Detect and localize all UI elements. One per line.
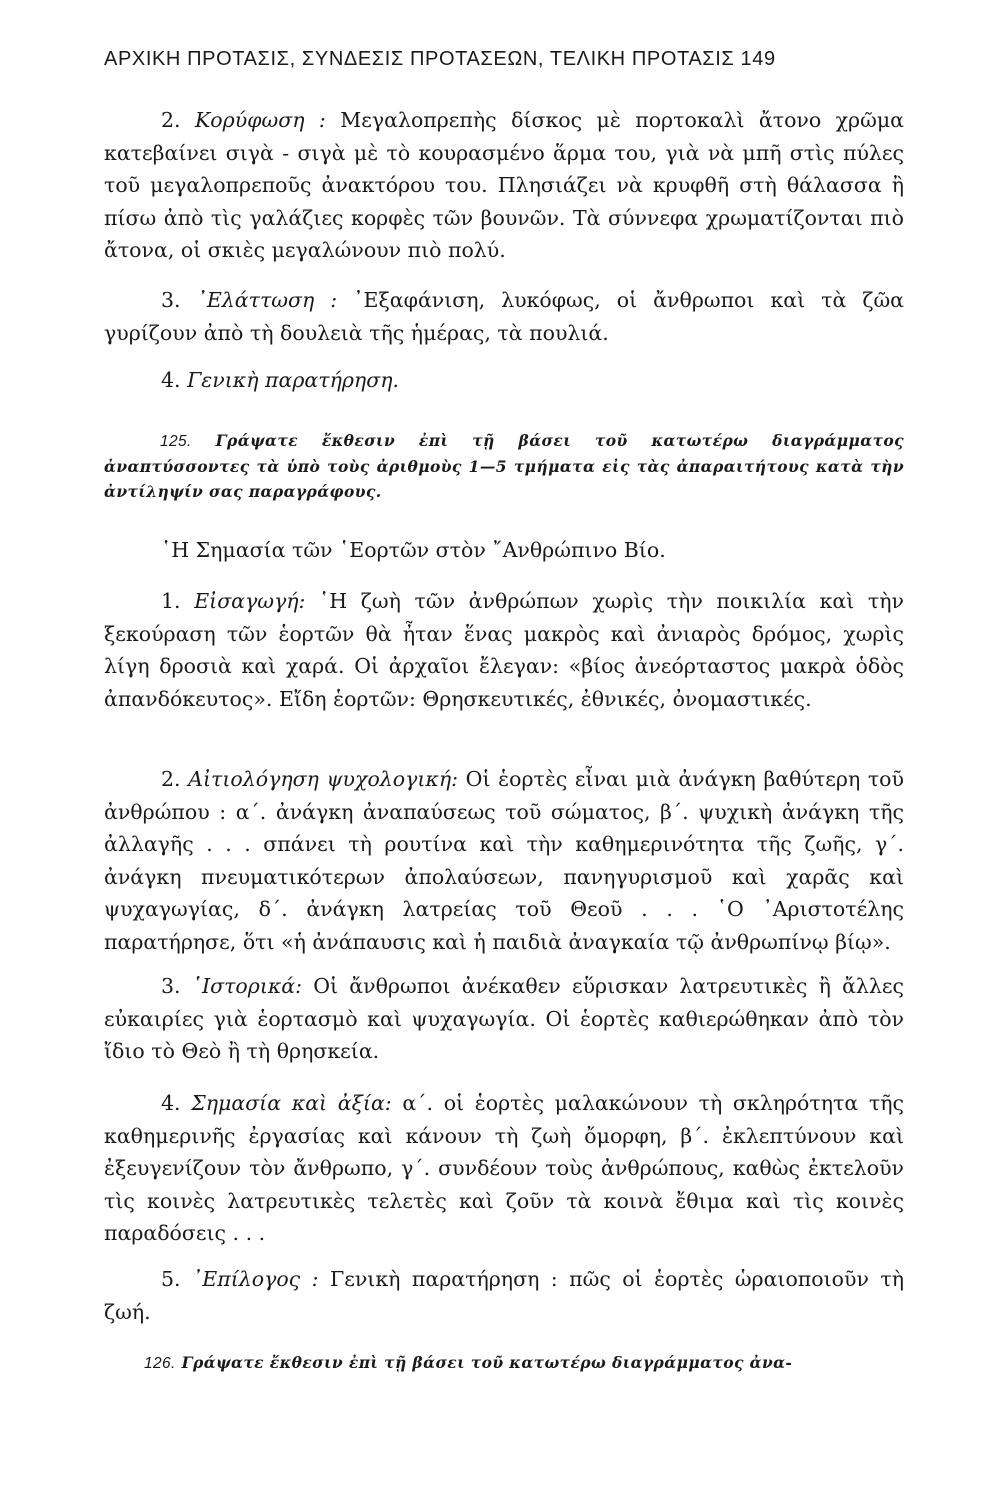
paragraph-climax [104, 104, 904, 267]
item-label: ῾Ιστορικά: [191, 974, 303, 998]
item-label: Αἰτιολόγηση ψυχολογική: [188, 767, 459, 791]
running-header: ΑΡΧΙΚΗ ΠΡΟΤΑΣΙΣ, ΣΥΝΔΕΣΙΣ ΠΡΟΤΑΣΕΩΝ, ΤΕΛΙΚΗ ΠΡΟΤΑΣΙΣ 149 [104, 48, 776, 70]
item-label: Σημασία καὶ ἀξία: [191, 1091, 392, 1115]
item-label: ᾿Επίλογος : [192, 1267, 319, 1291]
item-label: Κορύφωση : [194, 108, 326, 132]
item-label: Εἰσαγωγή: [194, 589, 306, 613]
paragraph-general-remark [104, 364, 904, 397]
item-text: α΄. οἱ ἑορτὲς μαλακώνουν τὴ σκληρότητα τῆς καθημερινῆς ἐργασίας καὶ κάνουν τὴ ζωὴ ὄμορφη, β΄. ἐκλεπτύνουν καὶ ἐξευγενίζουν τὸν ἄνθρωπο, γ΄. συνδέουν τοὺς ἀνθρώπους, καθὼς ἐκτελοῦν τὶς κοινὲς λατρευτικὲς τελετὲς καὶ ζοῦν τὰ κοινὰ ἔθιμα καὶ τὶς κοινὲς παραδόσεις . . . [104, 1091, 904, 1245]
item-number: 1. [161, 589, 195, 613]
item-number: 2. [161, 108, 195, 132]
item-number: 4. [161, 1091, 192, 1115]
item-number: 5. [161, 1267, 193, 1291]
item-number: 4. [161, 368, 188, 392]
section-psychological-reason [104, 763, 904, 958]
exercise-text: Γράψατε ἔκθεσιν ἐπὶ τῇ βάσει τοῦ κατωτέρω διαγράμματος ἀναπτύσσοντες τὰ ὑπὸ τοὺς ἀριθμοὺς 1—5 τμήματα εἰς τὰς ἀπαραιτήτους κατὰ τὴν ἀντίληψίν σας παραγράφους. [104, 431, 904, 501]
item-text: Γενικὴ παρατήρηση : πῶς οἱ ἑορτὲς ὡραιοποιοῦν τὴ ζωή. [104, 1267, 905, 1324]
item-number: 3. [161, 288, 197, 312]
item-label: ᾿Ελάττωση : [196, 288, 338, 312]
item-number: 3. [161, 974, 192, 998]
item-number: 2. [161, 767, 189, 791]
item-label: Γενικὴ παρατήρηση. [187, 368, 400, 392]
section-historical [104, 970, 904, 1068]
exercise-number: 125. [160, 433, 192, 450]
section-epilogue [104, 1263, 904, 1328]
exercise-number: 126. [144, 1355, 176, 1372]
item-text: ᾿Εξαφάνιση, λυκόφως, οἱ ἄνθρωποι καὶ τὰ ζῶα γυρίζουν ἀπὸ τὴ δουλειὰ τῆς ἡμέρας, τὰ πουλιά. [104, 288, 905, 345]
section-significance [104, 1087, 904, 1250]
exercise-126 [104, 1350, 904, 1376]
item-text: ῾Η ζωὴ τῶν ἀνθρώπων χωρὶς τὴν ποικιλία καὶ τὴν ξεκούραση τῶν ἑορτῶν θὰ ἦταν ἕνας μακρὸς καὶ ἀνιαρὸς δρόμος, χωρὶς λίγη δροσιὰ καὶ χαρά. Οἱ ἀρχαῖοι ἔλεγαν: «βίος ἀνεόρταστος μακρὰ ὁδὸς ἀπανδόκευτος». Εἴδη ἑορτῶν: Θρησκευτικές, ἐθνικές, ὀνομαστικές. [104, 589, 905, 711]
item-text: Οἱ ἄνθρωποι ἀνέκαθεν εὕρισκαν λατρευτικὲς ἢ ἄλλες εὐκαιρίες γιὰ ἑορτασμὸ καὶ ψυχαγωγία. Οἱ ἑορτὲς καθιερώθηκαν ἀπὸ τὸν ἴδιο τὸ Θεὸ ἢ τὴ θρησκεία. [104, 974, 904, 1063]
essay-title: ῾Η Σημασία τῶν ῾Εορτῶν στὸν ῎Ανθρώπινο Βίο. [161, 538, 666, 562]
item-text: Οἱ ἑορτὲς εἶναι μιὰ ἀνάγκη βαθύτερη τοῦ ἀνθρώπου : α΄. ἀνάγκη ἀναπαύσεως τοῦ σώματος, β΄. ψυχικὴ ἀνάγκη τῆς ἀλλαγῆς . . . σπάνει τὴ ρουτίνα καὶ τὴν καθημερινότητα τῆς ζωῆς, γ΄. ἀνάγκη πνευματικότερων ἀπολαύσεων, πανηγυρισμοῦ καὶ χαρᾶς καὶ ψυχαγωγίας, δ΄. ἀνάγκη λατρείας τοῦ Θεοῦ . . . ῾Ο ᾿Αριστοτέλης παρατήρησε, ὅτι «ἡ ἀνάπαυσις καὶ ἡ παιδιὰ ἀναγκαία τῷ ἀνθρωπίνῳ βίῳ». [104, 767, 904, 954]
paragraph-decrease [104, 284, 904, 349]
section-introduction [104, 585, 904, 715]
exercise-125 [104, 428, 904, 504]
item-text: Μεγαλοπρεπὴς δίσκος μὲ πορτοκαλὶ ἄτονο χρῶμα κατεβαίνει σιγὰ - σιγὰ μὲ τὸ κουρασμένο ἅρμα του, γιὰ νὰ μπῆ στὶς πύλες τοῦ μεγαλοπρεποῦς ἀνακτόρου του. Πλησιάζει νὰ κρυφθῆ στὴ θάλασσα ἢ πίσω ἀπὸ τὶς γαλάζιες κορφὲς τῶν βουνῶν. Τὰ σύννεφα χρωματίζονται πιὸ ἄτονα, οἱ σκιὲς μεγαλώνουν πιὸ πολύ. [104, 108, 904, 262]
exercise-text: Γράψατε ἔκθεσιν ἐπὶ τῇ βάσει τοῦ κατωτέρω διαγράμματος ἀνα- [175, 1353, 793, 1372]
